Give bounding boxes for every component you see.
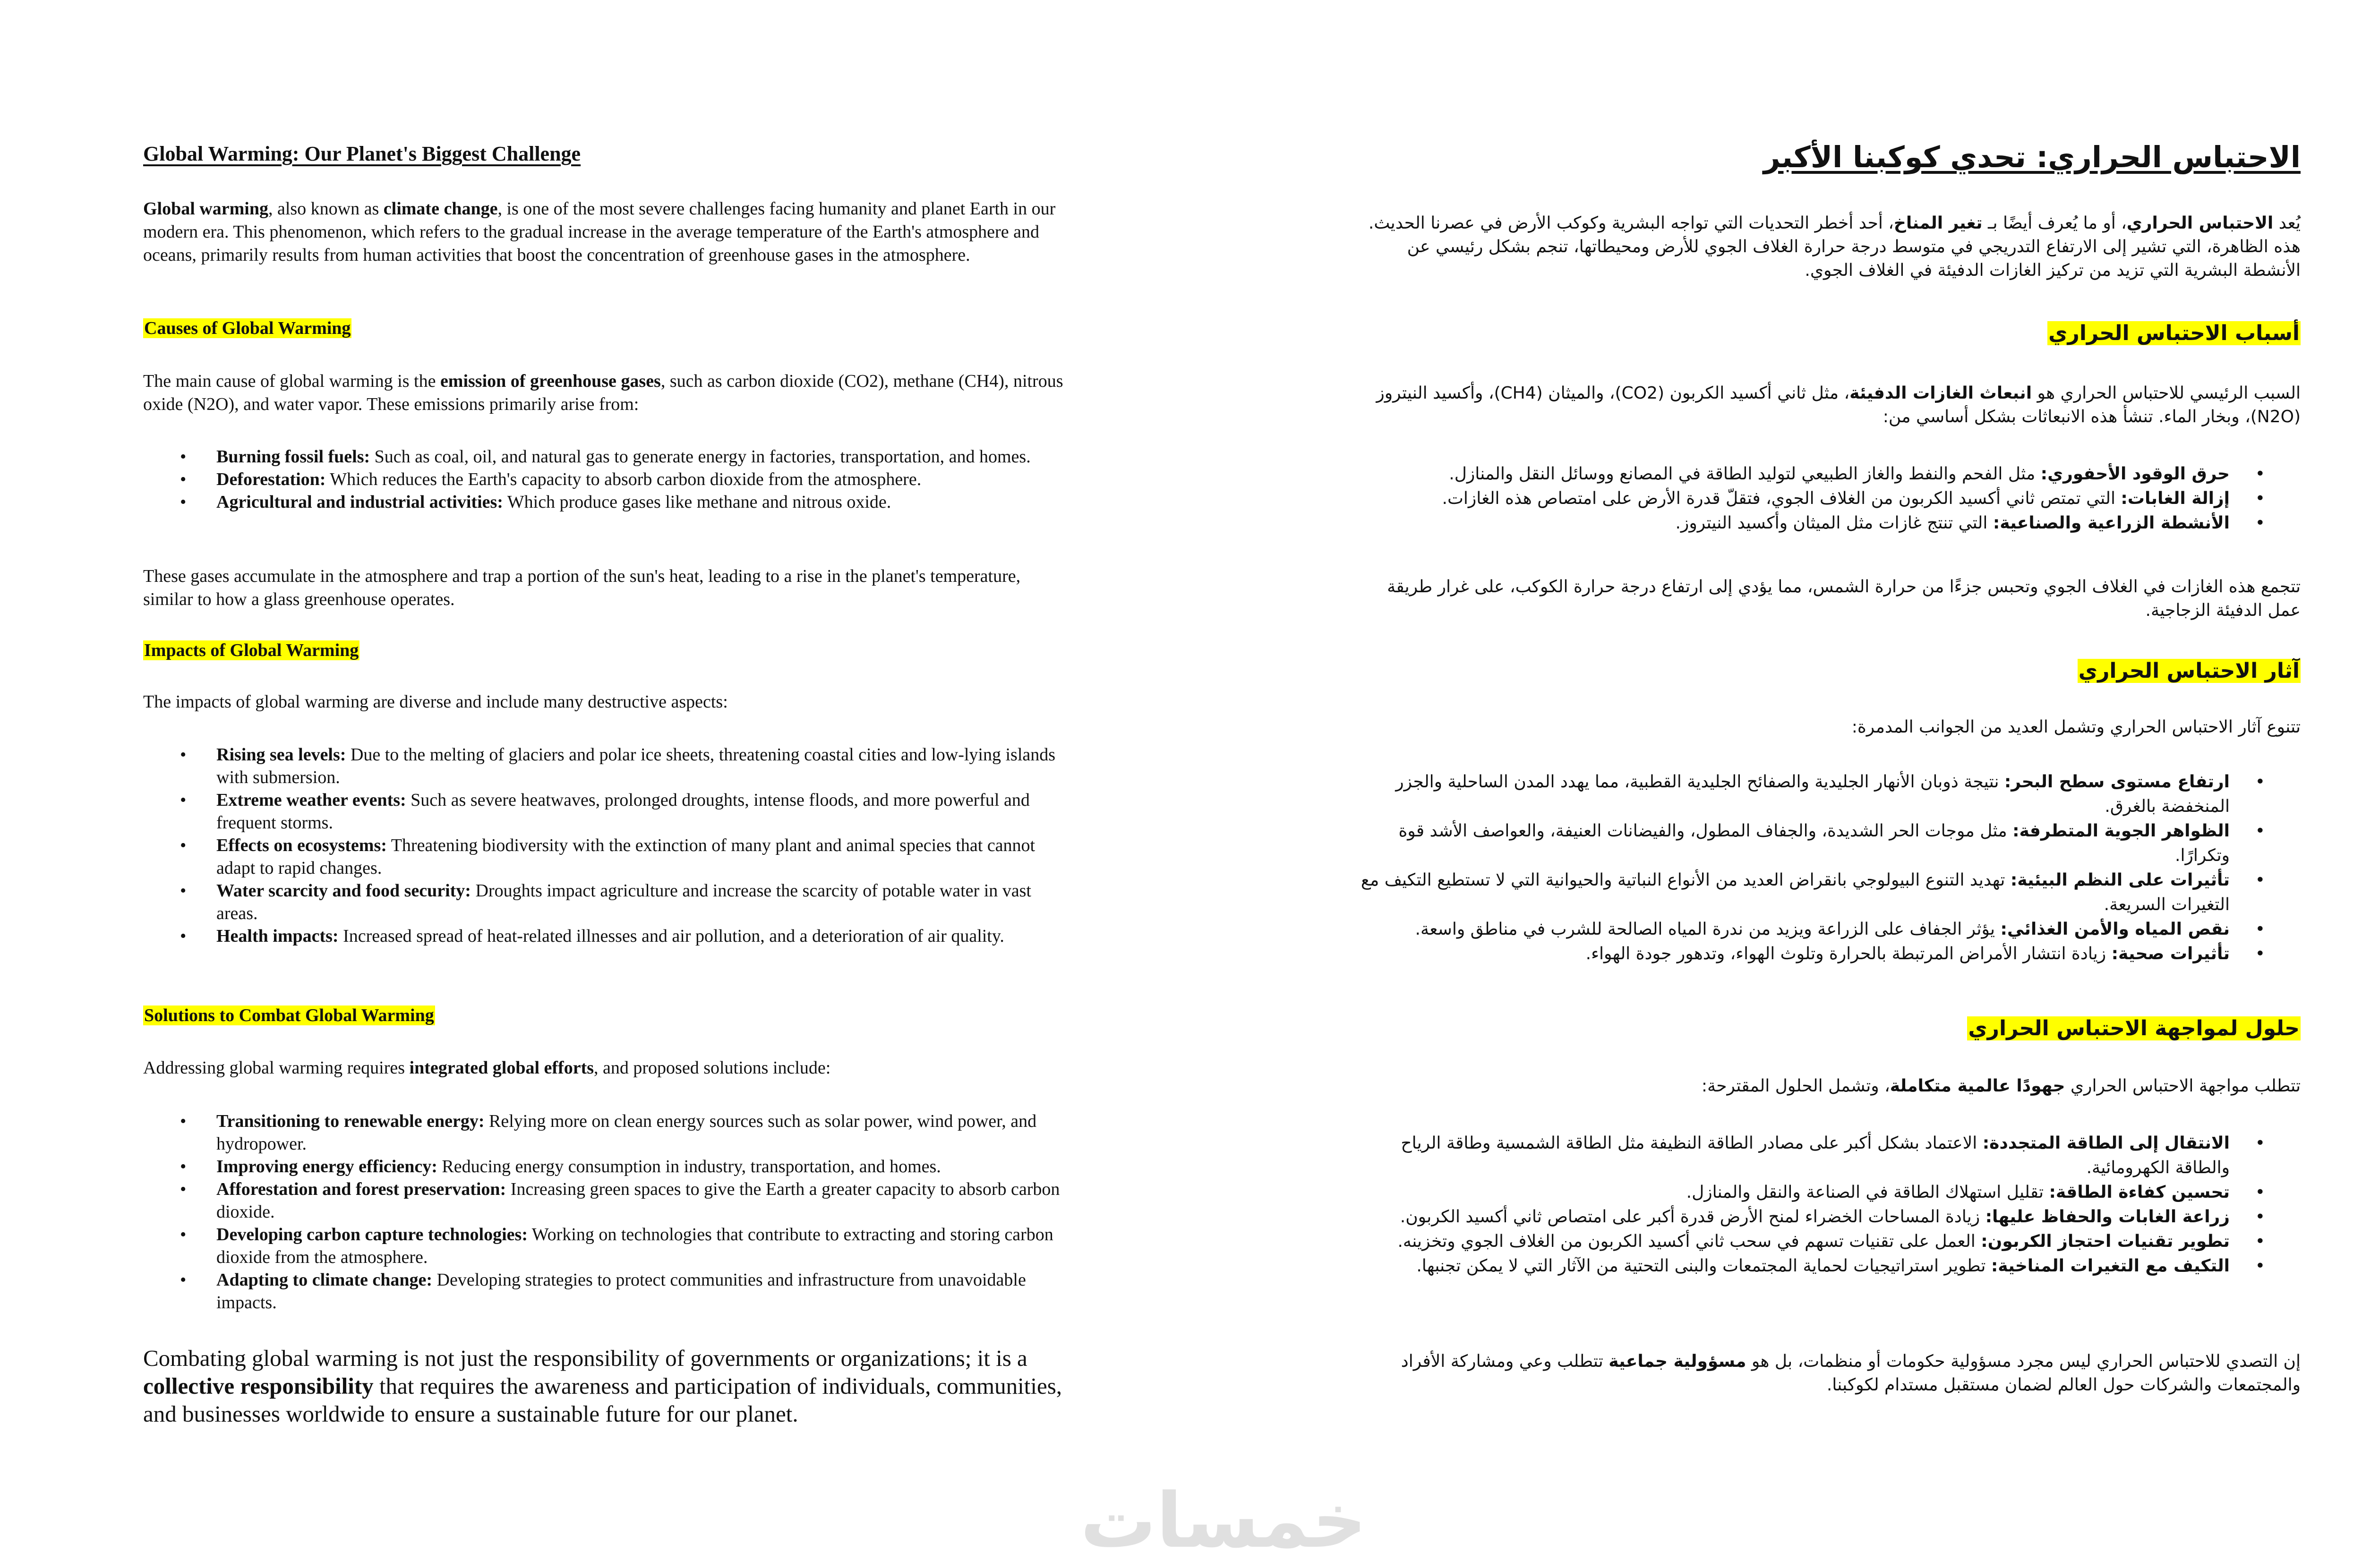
arabic-impacts-intro: تتنوع آثار الاحتباس الحراري وتشمل العديد من الجوانب المدمرة:	[1851, 717, 2301, 737]
solutions-intro: Addressing global warming requires integrated global efforts, and proposed solutions include:	[143, 1058, 831, 1078]
list-item: • التكيف مع التغيرات المناخية: تطوير استراتيجيات لحماية المجتمعات والبنى التحتية من الآثار التي لا يمكن تجنبها.	[1361, 1254, 2301, 1278]
english-intro: Global warming, also known as climate change, is one of the most severe challenges facing humanity and planet Earth in our modern era. This phenomenon, which refers to the gradual increase in the average temperature of the Earth's atmosphere and oceans, primarily results from human activities that boost the concentration of greenhouse gases in the atmosphere.	[143, 199, 1056, 265]
intro-term: climate change	[383, 199, 498, 219]
list-item: • زراعة الغابات والحفاظ عليها: زيادة المساحات الخضراء لمنح الأرض قدرة أكبر على امتصاص ثاني أكسيد الكربون.	[1361, 1205, 2301, 1229]
arabic-causes-after: تتجمع هذه الغازات في الغلاف الجوي وتحبس جزءًا من حرارة الشمس، مما يؤدي إلى ارتفاع درجة حرارة الكوكب، على غرار طريقة عمل الدفيئة الزجاجية.	[1387, 577, 2301, 620]
list-item: • إزالة الغابات: التي تمتص ثاني أكسيد الكربون من الغلاف الجوي، فتقلّ قدرة الأرض على امتصاص هذه الغازات.	[1361, 486, 2301, 511]
arabic-conclusion: إن التصدي للاحتباس الحراري ليس مجرد مسؤولية حكومات أو منظمات، بل هو مسؤولية جماعية تتطلب وعي ومشاركة الأفراد والمجتمعات والشركات حول العالم لضمان مستقبل مستدام لكوكبنا.	[1401, 1352, 2301, 1395]
list-item: • Extreme weather events: Such as severe heatwaves, prolonged droughts, intense floods, and more powerful and frequent storms.	[143, 789, 1069, 834]
list-item: • Health impacts: Increased spread of heat-related illnesses and air pollution, and a deterioration of air quality.	[143, 925, 1069, 947]
arabic-causes-intro: السبب الرئيسي للاحتباس الحراري هو انبعاث الغازات الدفيئة، مثل ثاني أكسيد الكربون (CO2)، والميثان (CH4)، وأكسيد النيتروز (N2O)، وبخار الماء. تنشأ هذه الانبعاثات بشكل أساسي من:	[1376, 383, 2301, 426]
list-item: • الظواهر الجوية المتطرفة: مثل موجات الحر الشديدة، والجفاف المطول، والفيضانات العنيفة، والعواصف الأشد قوة وتكرارًا.	[1361, 819, 2301, 868]
intro-term: Global warming	[143, 199, 268, 219]
list-item: • الأنشطة الزراعية والصناعية: التي تنتج غازات مثل الميثان وأكسيد النيتروز.	[1361, 511, 2301, 536]
arabic-title: الاحتباس الحراري: تحدي كوكبنا الأكبر	[1763, 140, 2301, 174]
list-item: • Improving energy efficiency: Reducing energy consumption in industry, transportation, and homes.	[143, 1155, 1069, 1178]
list-item: • نقص المياه والأمن الغذائي: يؤثر الجفاف على الزراعة ويزيد من ندرة المياه الصالحة للشرب في مناطق واسعة.	[1361, 917, 2301, 942]
arabic-causes-list	[1361, 462, 2301, 536]
arabic-impacts-heading: آثار الاحتباس الحراري	[2078, 659, 2300, 683]
impacts-heading: Impacts of Global Warming	[144, 640, 359, 660]
impacts-list	[143, 743, 1069, 947]
list-item: • Agricultural and industrial activities: Which produce gases like methane and nitrous oxide.	[143, 491, 1069, 513]
causes-heading: Causes of Global Warming	[144, 318, 351, 338]
list-item: • Water scarcity and food security: Droughts impact agriculture and increase the scarcity of potable water in vast areas.	[143, 879, 1069, 925]
arabic-intro: يُعد الاحتباس الحراري، أو ما يُعرف أيضًا بـ تغير المناخ، أحد أخطر التحديات التي تواجه البشرية وكوكب الأرض في عصرنا الحديث. هذه الظاهرة، التي تشير إلى الارتفاع التدريجي في متوسط درجة حرارة الغلاف الجوي للأرض ومحيطاتها، تنجم بشكل رئيسي عن الأنشطة البشرية التي تزيد من تركيز الغازات الدفيئة في الغلاف الجوي.	[1368, 213, 2301, 280]
causes-after: These gases accumulate in the atmosphere and trap a portion of the sun's heat, leading to a rise in the planet's temperature, similar to how a glass greenhouse operates.	[143, 566, 1021, 609]
list-item: • Adapting to climate change: Developing strategies to protect communities and infrastructure from unavoidable impacts.	[143, 1269, 1069, 1314]
arabic-causes-heading: أسباب الاحتباس الحراري	[2048, 321, 2300, 345]
list-item: • تأثيرات على النظم البيئية: تهديد التنوع البيولوجي بانقراض العديد من الأنواع النباتية والحيوانية التي لا تستطيع التكيف مع التغيرات السريعة.	[1361, 868, 2301, 917]
arabic-solutions-list	[1361, 1131, 2301, 1278]
list-item: • Deforestation: Which reduces the Earth's capacity to absorb carbon dioxide from the atmosphere.	[143, 468, 1069, 491]
causes-intro: The main cause of global warming is the emission of greenhouse gases, such as carbon dioxide (CO2), methane (CH4), nitrous oxide (N2O), and water vapor. These emissions primarily arise from:	[143, 371, 1063, 414]
list-item: • حرق الوقود الأحفوري: مثل الفحم والنفط والغاز الطبيعي لتوليد الطاقة في المصانع ووسائل النقل والمنازل.	[1361, 462, 2301, 486]
list-item: • Burning fossil fuels: Such as coal, oil, and natural gas to generate energy in factories, transportation, and homes.	[143, 445, 1069, 468]
arabic-solutions-intro: تتطلب مواجهة الاحتباس الحراري جهودًا عالمية متكاملة، وتشمل الحلول المقترحة:	[1701, 1076, 2301, 1096]
arabic-solutions-heading: حلول لمواجهة الاحتباس الحراري	[1968, 1016, 2300, 1040]
list-item: • تحسين كفاءة الطاقة: تقليل استهلاك الطاقة في الصناعة والنقل والمنازل.	[1361, 1180, 2301, 1205]
list-item: • تطوير تقنيات احتجاز الكربون: العمل على تقنيات تسهم في سحب ثاني أكسيد الكربون من الغلاف الجوي وتخزينه.	[1361, 1229, 2301, 1254]
list-item: • Developing carbon capture technologies: Working on technologies that contribute to extracting and storing carbon dioxide from the atmosphere.	[143, 1223, 1069, 1269]
list-item: • Afforestation and forest preservation: Increasing green spaces to give the Earth a greater capacity to absorb carbon dioxide.	[143, 1178, 1069, 1223]
watermark-logo: خمسات	[1080, 1476, 1367, 1565]
list-item: • الانتقال إلى الطاقة المتجددة: الاعتماد بشكل أكبر على مصادر الطاقة النظيفة مثل الطاقة الشمسية وطاقة الرياح والطاقة الكهرومائية.	[1361, 1131, 2301, 1180]
arabic-impacts-list	[1361, 770, 2301, 966]
english-title: Global Warming: Our Planet's Biggest Challenge	[143, 142, 581, 165]
solutions-list	[143, 1110, 1069, 1314]
impacts-intro: The impacts of global warming are diverse and include many destructive aspects:	[143, 692, 728, 712]
list-item: • Transitioning to renewable energy: Relying more on clean energy sources such as solar power, wind power, and hydropower.	[143, 1110, 1069, 1155]
list-item: • ارتفاع مستوى سطح البحر: نتيجة ذوبان الأنهار الجليدية والصفائح الجليدية القطبية، مما يهدد المدن الساحلية والجزر المنخفضة بالغرق.	[1361, 770, 2301, 819]
list-item: • تأثيرات صحية: زيادة انتشار الأمراض المرتبطة بالحرارة وتلوث الهواء، وتدهور جودة الهواء.	[1361, 942, 2301, 966]
causes-list	[143, 445, 1069, 513]
list-item: • Rising sea levels: Due to the melting of glaciers and polar ice sheets, threatening coastal cities and low-lying islands with submersion.	[143, 743, 1069, 789]
list-item: • Effects on ecosystems: Threatening biodiversity with the extinction of many plant and animal species that cannot adapt to rapid changes.	[143, 834, 1069, 879]
english-conclusion: Combating global warming is not just the responsibility of governments or organizations; it is a collective responsibility that requires the awareness and participation of individuals, communities, and businesses worldwide to ensure a sustainable future for our planet.	[143, 1345, 1062, 1427]
solutions-heading: Solutions to Combat Global Warming	[144, 1006, 434, 1025]
